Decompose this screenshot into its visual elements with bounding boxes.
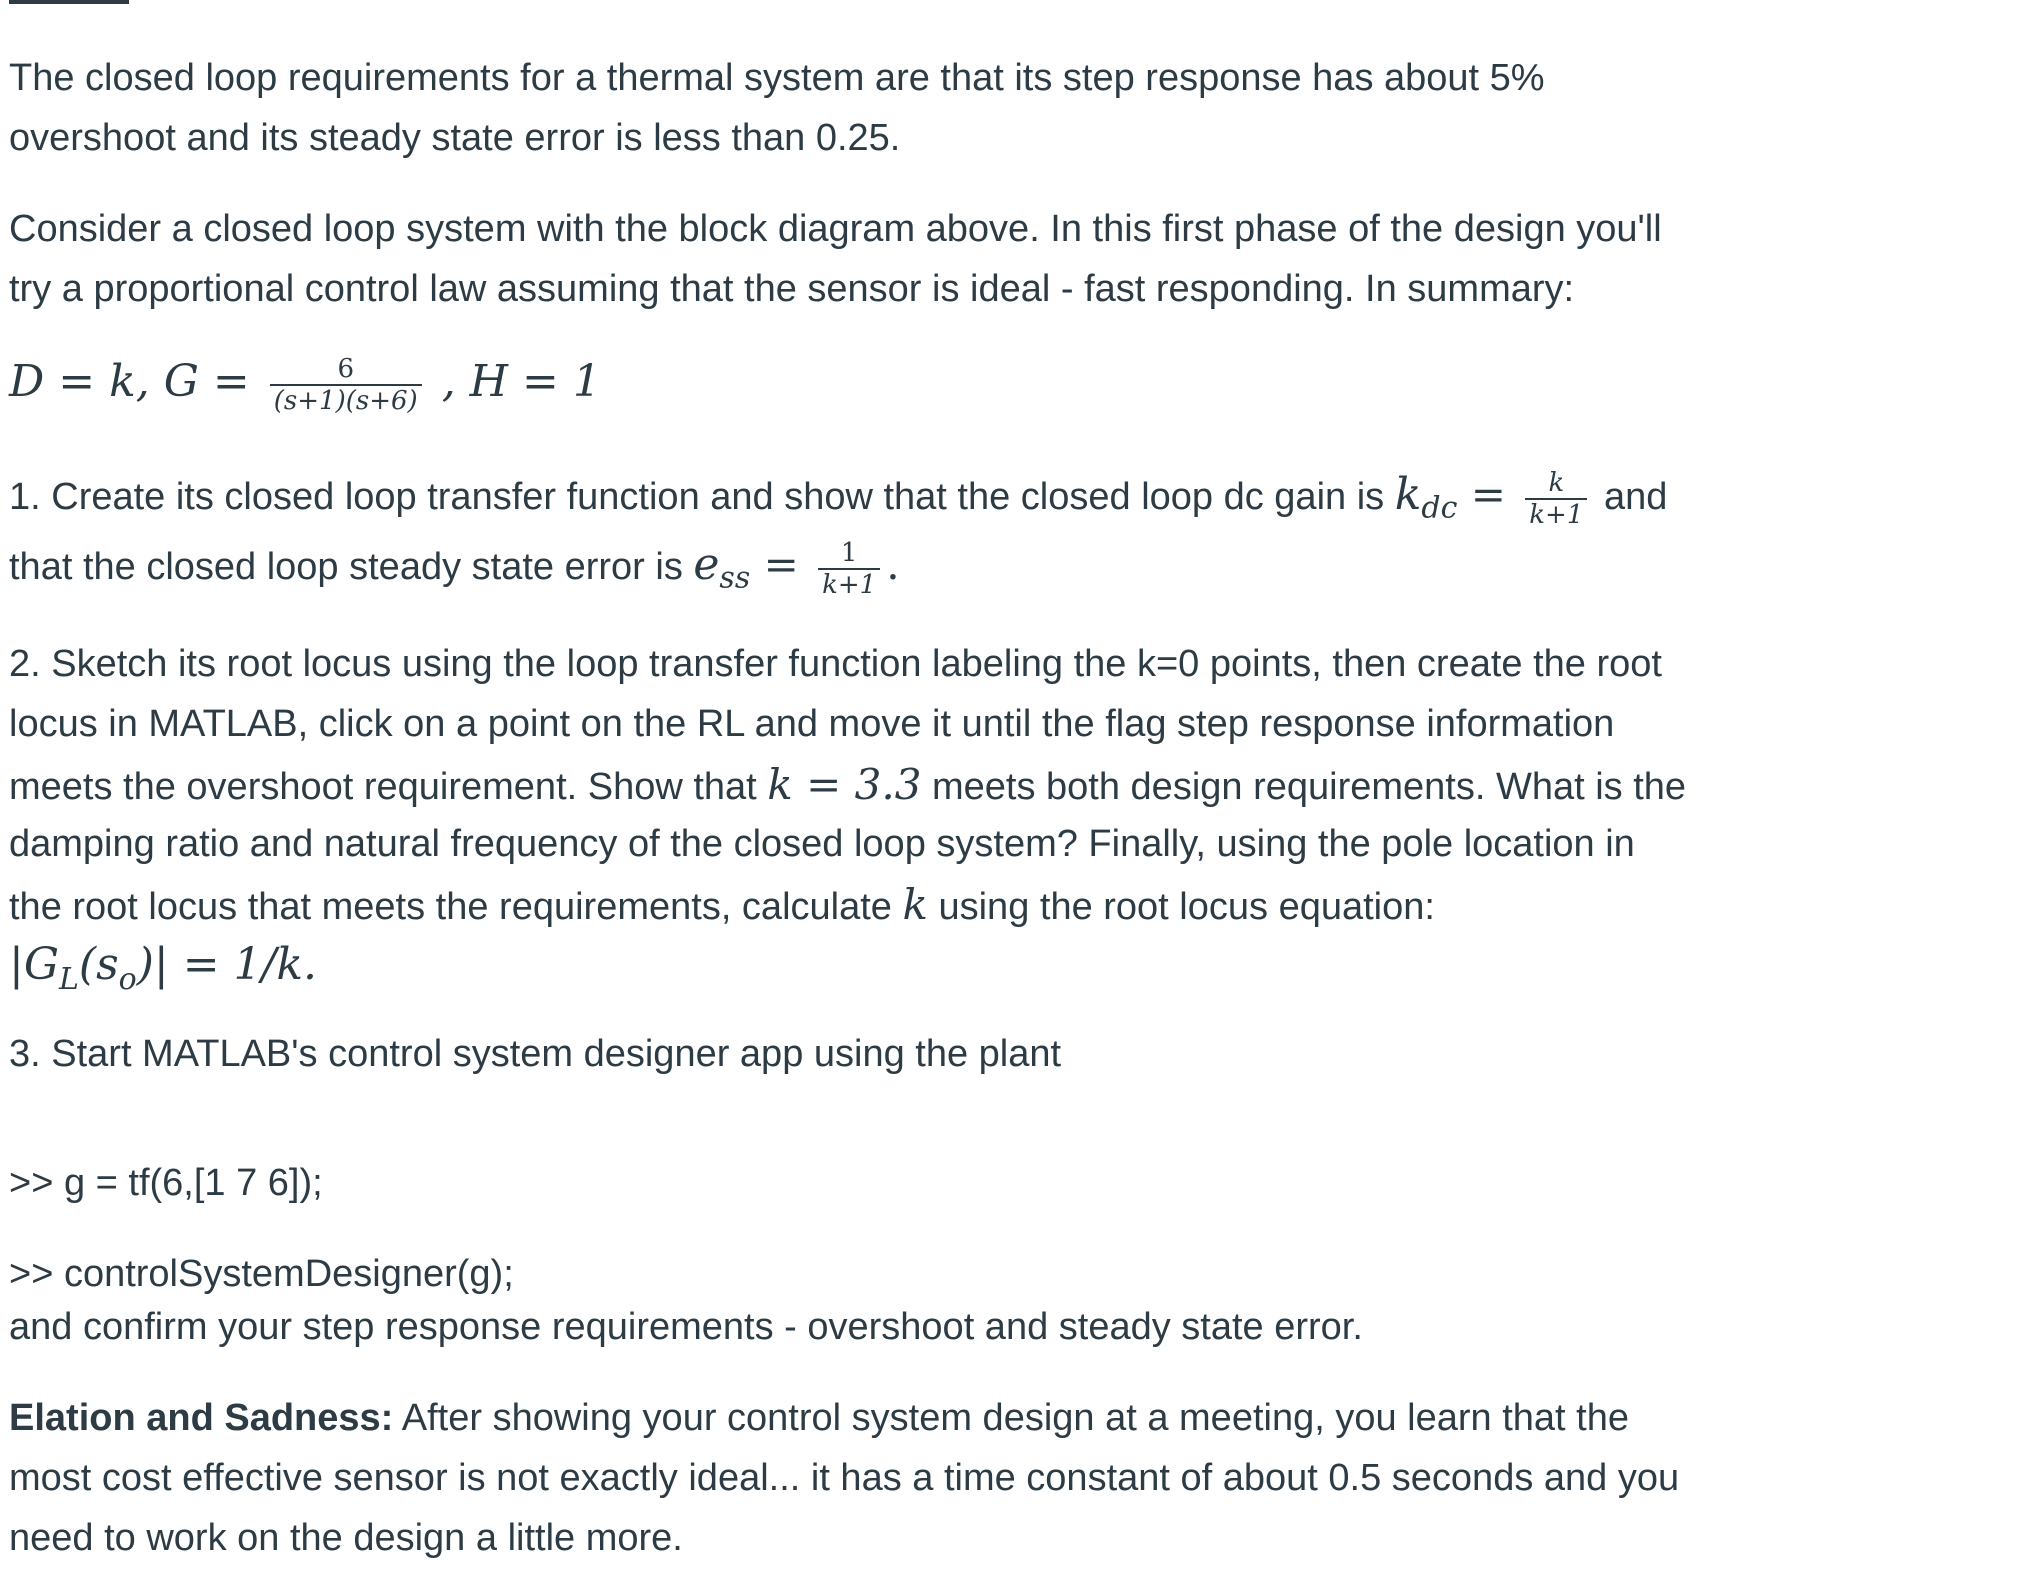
item3-line: 3. Start MATLAB's control system designer app using the plant — [9, 1033, 1062, 1075]
summary-eq-numerator: 6 — [270, 354, 422, 386]
kdc-subscript: dc — [1421, 490, 1458, 526]
rl-eq-sub-1: L — [58, 961, 79, 997]
rl-eq-sub-2: o — [118, 961, 137, 997]
kdc-fraction-numerator: k — [1525, 468, 1587, 500]
item2-line-2: locus in MATLAB, click on a point on the RL and move it until the flag step response information — [9, 703, 1615, 745]
item1-text-a: 1. Create its closed loop transfer function and show that the closed loop dc gain is — [9, 476, 1395, 518]
item2-line-1: 2. Sketch its root locus using the loop transfer function labeling the k=0 points, then create the root — [9, 643, 1662, 685]
rl-eq-part-3: )| = 1/k. — [136, 939, 318, 990]
intro-line-1: The closed loop requirements for a thermal system are that its step response has about 5% — [9, 57, 1545, 99]
consider-line-2: try a proportional control law assuming that the sensor is ideal - fast responding. In summary: — [9, 268, 1575, 310]
elation-heading: Elation and Sadness: — [9, 1397, 394, 1439]
item2-line5-b: using the root locus equation: — [927, 886, 1435, 928]
k-value-math: k = 3.3 — [767, 760, 922, 809]
item2-line-5 — [9, 874, 1435, 938]
consider-line-1: Consider a closed loop system with the block diagram above. In this first phase of the design you'll — [9, 208, 1662, 250]
item1-end: . — [886, 540, 900, 589]
item1-line-1 — [9, 464, 1667, 539]
elation-text-1: After showing your control system design at a meeting, you learn that the — [393, 1397, 1629, 1439]
item1-equals-2: = — [750, 540, 813, 589]
ess-subscript: ss — [719, 560, 751, 596]
item1-text-b: and — [1593, 476, 1668, 518]
elation-line-1 — [9, 1388, 1629, 1449]
elation-line-2: most cost effective sensor is not exactly ideal... it has a time constant of about 0.5 seconds and you — [9, 1457, 1680, 1499]
intro-line-2: overshoot and its steady state error is less than 0.25. — [9, 117, 901, 159]
item1-equals-1: = — [1457, 470, 1520, 519]
elation-line-3: need to work on the design a little more. — [9, 1517, 683, 1559]
rl-eq-part-1: |G — [9, 939, 59, 990]
item1-line-2 — [9, 534, 900, 609]
ess-symbol: e — [693, 539, 720, 590]
ess-fraction — [818, 538, 880, 600]
item2-line5-a: the root locus that meets the requirements, calculate — [9, 886, 903, 928]
code-line-1: >> g = tf(6,[1 7 6]); — [9, 1162, 323, 1204]
summary-eq-rhs: , H = 1 — [441, 356, 601, 407]
rl-eq-part-2: (s — [78, 939, 119, 990]
item2-line-3 — [9, 754, 1686, 818]
kdc-symbol: k — [1394, 469, 1422, 520]
kdc-fraction-denominator: k+1 — [1529, 499, 1584, 530]
item1-text-c: that the closed loop steady state error is — [9, 546, 694, 588]
confirm-line: and confirm your step response requirements - overshoot and steady state error. — [9, 1306, 1363, 1348]
item2-line3-b: meets both design requirements. What is the — [921, 766, 1687, 808]
k-symbol: k — [902, 880, 928, 929]
item2-line-4: damping ratio and natural frequency of the closed loop system? Finally, using the pole location in — [9, 823, 1635, 865]
summary-eq-lhs: D = k, G = — [9, 356, 250, 407]
summary-equation — [9, 352, 601, 416]
summary-eq-denominator: (s+1)(s+6) — [273, 385, 418, 416]
code-line-2: >> controlSystemDesigner(g); — [9, 1253, 514, 1295]
summary-eq-fraction — [270, 354, 422, 416]
ess-fraction-denominator: k+1 — [822, 569, 877, 600]
item2-line3-a: meets the overshoot requirement. Show that — [9, 766, 768, 808]
ess-fraction-numerator: 1 — [818, 538, 880, 570]
kdc-fraction — [1525, 468, 1587, 530]
root-locus-equation — [9, 934, 317, 1010]
cropped-heading-fragment — [9, 0, 129, 4]
